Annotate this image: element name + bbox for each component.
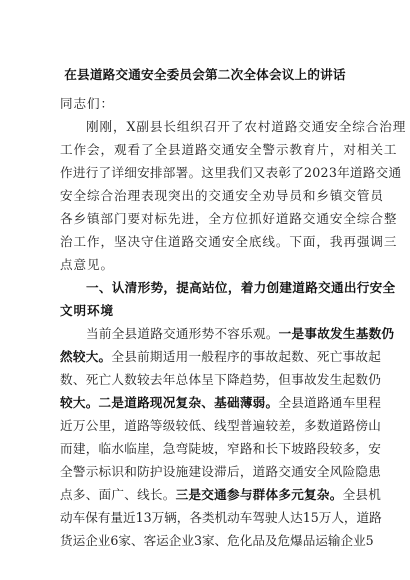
text-run: 全县道路通车里程 — [278, 395, 382, 410]
paragraph-line: 刚刚，X副县长组织召开了农村道路交通安全综合治理 — [86, 119, 407, 134]
paragraph-line — [60, 322, 395, 345]
emphasis-run: 然较大。 — [60, 349, 112, 364]
emphasis-run: 三是交通参与群体多元复杂。 — [175, 487, 343, 502]
paragraph-line: 动车保有量近13万辆，各类机动车驾驶人达15万人，道路 — [60, 510, 382, 525]
paragraph-line: 安全综合治理表现突出的交通安全劝导员和乡镇交管员 — [60, 188, 384, 203]
emphasis-run: 二是道路现况复杂、基础薄弱。 — [98, 395, 279, 410]
section-heading — [60, 276, 396, 299]
section-heading-continuation: 文明环境 — [60, 303, 114, 318]
document-title: 在县道路交通安全委员会第二次全体会议上的讲话 — [64, 67, 346, 82]
paragraph-line: 近万公里，道路等级较低、线型普遍较差，多数道路傍山 — [60, 418, 382, 433]
paragraph-line: 而建，临水临崖，急弯陡坡，窄路和长下坡路段较多，安 — [60, 441, 382, 456]
paragraph-line — [60, 345, 382, 368]
paragraph-line: 点意见。 — [60, 257, 114, 272]
text-run: 全县前期适用一般程序的事故起数、死亡事故起 — [111, 349, 382, 364]
paragraph-line — [60, 483, 382, 506]
paragraph-line: 治工作，坚决守住道路交通安全底线。下面，我再强调三 — [60, 234, 398, 249]
text-run: 点多、面广、线长。 — [60, 487, 176, 502]
paragraph-line: 全警示标识和防护设施建设滞后，道路交通安全风险隐患 — [60, 464, 382, 479]
paragraph-line: 货运企业6家、客运企业3家、危化品及危爆品运输企业5 — [60, 533, 374, 548]
text-run: 全县机 — [342, 487, 382, 502]
paragraph-line: 工作会，观看了全县道路交通安全警示教育片，对相关工 — [60, 142, 398, 157]
text-run: 当前全县道路交通形势不容乐观。 — [86, 326, 279, 341]
emphasis-run: 一是事故发生基数仍 — [278, 326, 395, 341]
paragraph-line — [60, 391, 382, 414]
emphasis-run: 较大。 — [60, 395, 99, 410]
salutation: 同志们： — [60, 96, 114, 111]
document-body — [60, 92, 407, 552]
section-heading-text: 一、认清形势，提高站位，着力创建道路交通出行安全 — [86, 280, 396, 295]
paragraph-line: 数、死亡人数较去年总体呈下降趋势，但事故发生起数仍 — [60, 372, 382, 387]
paragraph-line: 各乡镇部门要对标先进，全方位抓好道路交通安全综合整 — [60, 211, 398, 226]
paragraph-line: 作进行了详细安排部署。这里我们又表彰了2023年道路交通 — [60, 165, 402, 180]
